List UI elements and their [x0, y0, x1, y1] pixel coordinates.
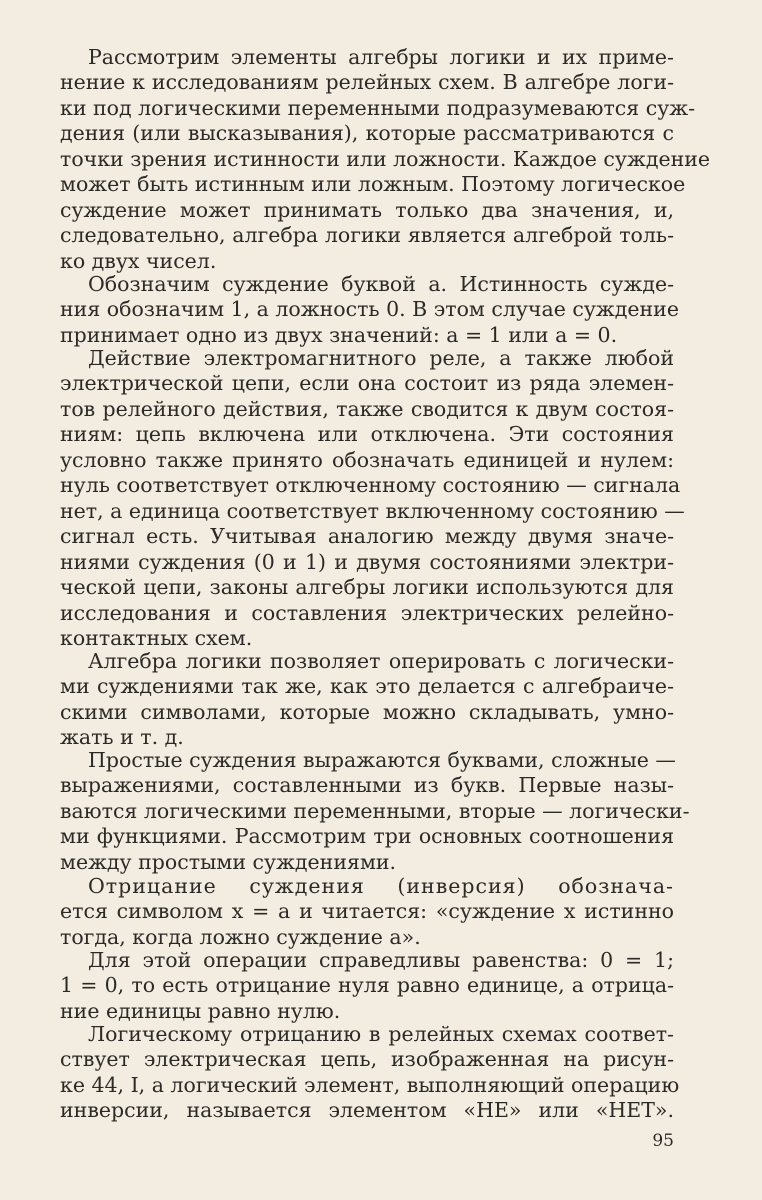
text-line: следовательно, алгебра логики является алгеброй толь-	[60, 223, 674, 247]
text-line: сигнал есть. Учитывая аналогию между двумя значе-	[60, 524, 674, 548]
text-line: электрической цепи, если она состоит из ряда элемен-	[60, 371, 674, 395]
page-number: 95	[652, 1131, 674, 1151]
text-line: ния обозначим 1, а ложность 0. В этом случае суждение	[60, 297, 679, 321]
text-line: исследования и составления электрических релейно-	[60, 601, 674, 625]
text-line: Обозначим суждение буквой a. Истинность сужде-	[88, 272, 674, 296]
text-line: жать и т. д.	[60, 725, 184, 749]
text-line: Алгебра логики позволяет оперировать с логически-	[88, 649, 674, 673]
text-line: дения (или высказывания), которые рассматриваются с	[60, 121, 674, 145]
text-line: ствует электрическая цепь, изображенная на рисун-	[60, 1047, 674, 1071]
text-line: ческой цепи, законы алгебры логики используются для	[60, 575, 674, 599]
text-line: ваются логическими переменными, вторые — логически-	[60, 799, 690, 823]
text-line: суждение может принимать только два значения, и,	[60, 198, 674, 222]
text-line: Для этой операции справедливы равенства: 0 = 1;	[88, 948, 674, 972]
text-line: нение к исследованиям релейных схем. В алгебре логи-	[60, 70, 674, 94]
text-line: ки под логическими переменными подразумеваются суж-	[60, 96, 696, 120]
text-line: тов релейного действия, также сводится к двум состоя-	[60, 397, 674, 421]
text-line: ко двух чисел.	[60, 249, 217, 273]
text-line: Логическому отрицанию в релейных схемах соответ-	[88, 1022, 674, 1046]
text-line: ется символом x = a и читается: «суждение x истинно	[60, 899, 674, 923]
text-line: ми суждениями так же, как это делается с алгебраиче-	[60, 674, 674, 698]
text-line: ке 44, I, а логический элемент, выполняющий операцию	[60, 1073, 680, 1097]
text-line: может быть истинным или ложным. Поэтому логическое	[60, 172, 686, 196]
text-line: точки зрения истинности или ложности. Каждое суждение	[60, 147, 711, 171]
text-line: ние единицы равно нулю.	[60, 999, 341, 1023]
text-line: нет, а единица соответствует включенному состоянию —	[60, 499, 685, 523]
text-line: Отрицание суждения (инверсия) обознача-	[88, 874, 674, 898]
text-line: выражениями, составленными из букв. Первые назы-	[60, 773, 674, 797]
text-line: между простыми суждениями.	[60, 850, 397, 874]
text-line: контактных схем.	[60, 626, 253, 650]
text-line: ми функциями. Рассмотрим три основных соотношения	[60, 824, 674, 848]
text-line: 1 = 0, то есть отрицание нуля равно единице, а отрица-	[60, 973, 674, 997]
text-line: принимает одно из двух значений: a = 1 или a = 0.	[60, 323, 618, 347]
text-line: Рассмотрим элементы алгебры логики и их приме-	[88, 45, 674, 69]
text-line: инверсии, называется элементом «НЕ» или «НЕТ».	[60, 1098, 674, 1122]
text-line: тогда, когда ложно суждение a».	[60, 925, 421, 949]
text-line: нуль соответствует отключенному состоянию — сигнала	[60, 473, 681, 497]
text-line: ниям: цепь включена или отключена. Эти состояния	[60, 422, 674, 446]
text-line: Простые суждения выражаются буквами, сложные —	[88, 748, 676, 772]
text-line: условно также принято обозначать единицей и нулем:	[60, 448, 674, 472]
text-line: Действие электромагнитного реле, а также любой	[88, 346, 674, 370]
text-line: ниями суждения (0 и 1) и двумя состояниями электри-	[60, 550, 674, 574]
text-line: скими символами, которые можно складывать, умно-	[60, 700, 674, 724]
